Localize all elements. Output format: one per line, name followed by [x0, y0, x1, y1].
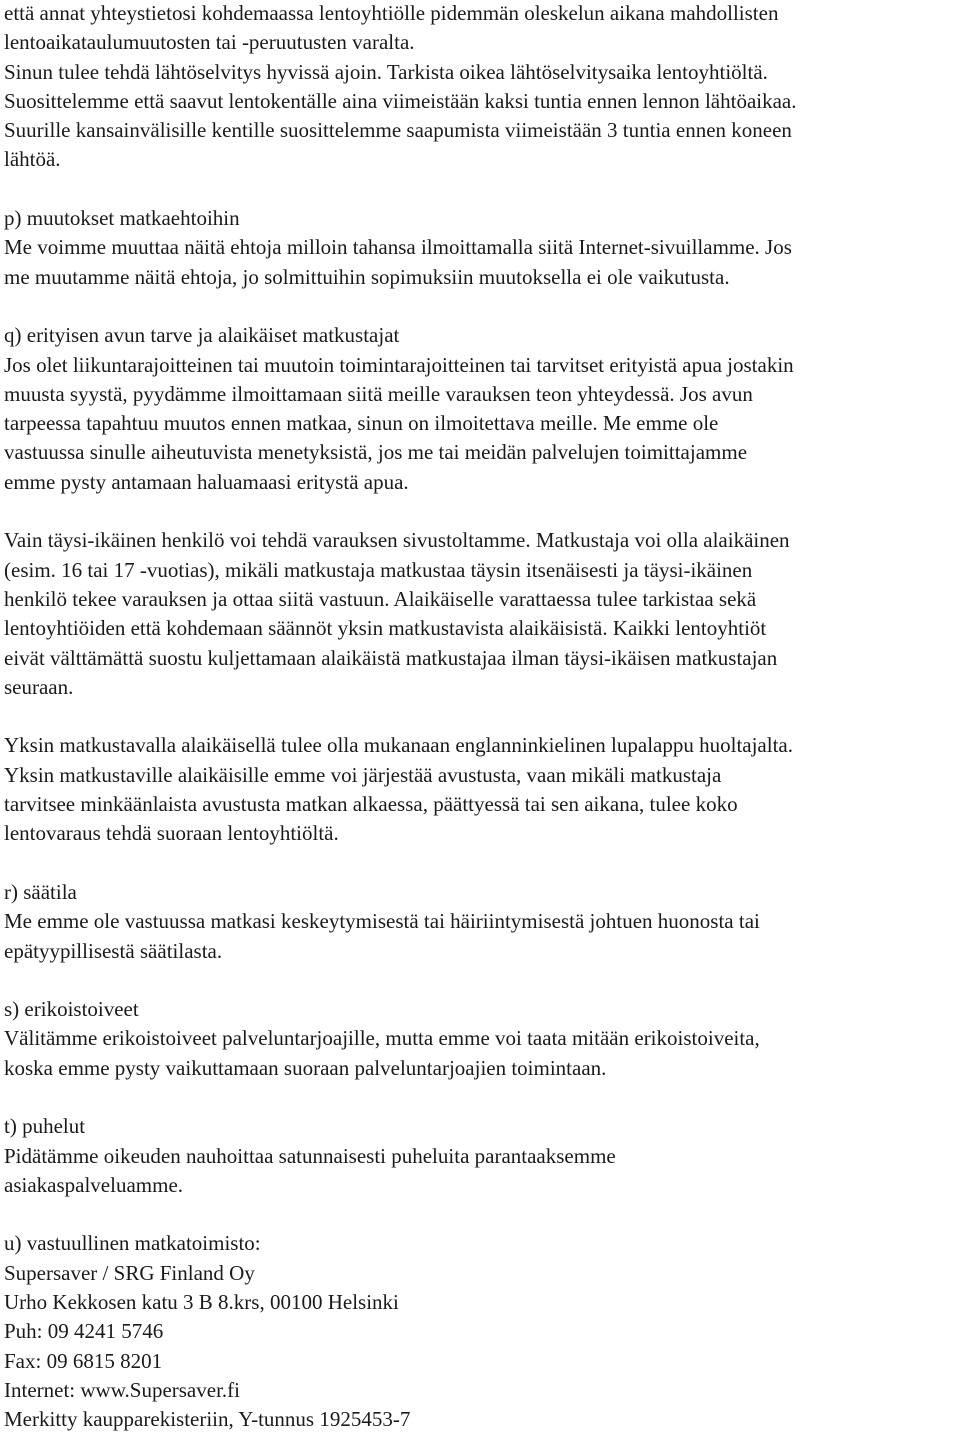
- company-fax: Fax: 09 6815 8201: [4, 1348, 163, 1373]
- unaccompanied-minors-paragraph: [4, 731, 956, 848]
- section-heading: r) säätila: [4, 879, 77, 904]
- text-line: tarvitsee minkäänlaista avustusta matkan alkaessa, päättyessä tai sen aikana, tulee koko: [4, 792, 738, 817]
- text-line: että annat yhteystietosi kohdemaassa lentoyhtiölle pidemmän oleskelun aikana mahdollisten: [4, 1, 779, 25]
- text-line: henkilö tekee varauksen ja ottaa siitä vastuun. Alaikäiselle varattaessa tulee tarkistaa sekä: [4, 586, 757, 611]
- text-line: Me emme ole vastuussa matkasi keskeytymisestä tai häiriintymisestä johtuen huonosta tai: [4, 909, 760, 934]
- section-r: [4, 878, 956, 966]
- text-line: Sinun tulee tehdä lähtöselvitys hyvissä ajoin. Tarkista oikea lähtöselvitysaika lentoyhtiöltä.: [4, 59, 768, 84]
- text-line: emme pysty antamaan haluamaasi eritystä apua.: [4, 469, 409, 494]
- text-line: asiakaspalveluamme.: [4, 1172, 184, 1197]
- text-line: lentovaraus tehdä suoraan lentoyhtiöltä.: [4, 821, 339, 846]
- section-heading: q) erityisen avun tarve ja alaikäiset matkustajat: [4, 323, 400, 348]
- text-line: lentoaikataulumuutosten tai -peruutusten varalta.: [4, 30, 415, 55]
- minors-paragraph: [4, 526, 956, 702]
- text-line: epätyypillisestä säätilasta.: [4, 938, 223, 963]
- section-q: [4, 321, 956, 497]
- company-registry: Merkitty kaupparekisteriin, Y-tunnus 1925453-7: [4, 1407, 411, 1432]
- text-line: Jos olet liikuntarajoitteinen tai muutoin toimintarajoitteinen tai tarvitset erityistä apua jostakin: [4, 352, 794, 377]
- text-line: Suurille kansainvälisille kentille suosittelemme saapumista viimeistään 3 tuntia ennen koneen: [4, 118, 792, 143]
- text-line: eivät välttämättä suostu kuljettamaan alaikäistä matkustajaa ilman täysi-ikäisen matkustajan: [4, 645, 778, 670]
- text-line: Yksin matkustaville alaikäisille emme voi järjestää avustusta, vaan mikäli matkustaja: [4, 762, 722, 787]
- text-line: Välitämme erikoistoiveet palveluntarjoajille, mutta emme voi taata mitään erikoistoiveita,: [4, 1026, 760, 1051]
- section-heading: p) muutokset matkaehtoihin: [4, 206, 240, 231]
- section-heading: s) erikoistoiveet: [4, 997, 139, 1022]
- text-line: lentoyhtiöiden että kohdemaan säännöt yksin matkustavista alaikäisistä. Kaikki lentoyhtiöt: [4, 616, 767, 641]
- text-line: Me voimme muuttaa näitä ehtoja milloin tahansa ilmoittamalla siitä Internet-sivuillamme. Jos: [4, 235, 792, 260]
- text-line: muusta syystä, pyydämme ilmoittamaan siitä meille varauksen teon yhteydessä. Jos avun: [4, 381, 753, 406]
- section-t: [4, 1112, 956, 1200]
- section-u: [4, 1229, 956, 1434]
- text-line: tarpeessa tapahtuu muutos ennen matkaa, sinun on ilmoitettava meille. Me emme ole: [4, 411, 719, 436]
- text-line: me muutamme näitä ehtoja, jo solmittuihin sopimuksiin muutoksella ei ole vaikutusta.: [4, 264, 730, 289]
- text-line: Pidätämme oikeuden nauhoittaa satunnaisesti puheluita parantaaksemme: [4, 1143, 616, 1168]
- company-name: Supersaver / SRG Finland Oy: [4, 1260, 255, 1285]
- text-line: Vain täysi-ikäinen henkilö voi tehdä varauksen sivustoltamme. Matkustaja voi olla alaikäinen: [4, 528, 790, 553]
- text-line: Suosittelemme että saavut lentokentälle aina viimeistään kaksi tuntia ennen lennon lähtöaikaa.: [4, 88, 797, 113]
- section-s: [4, 995, 956, 1083]
- text-line: koska emme pysty vaikuttamaan suoraan palveluntarjoajien toimintaan.: [4, 1055, 607, 1080]
- section-heading: u) vastuullinen matkatoimisto:: [4, 1231, 261, 1256]
- text-line: (esim. 16 tai 17 -vuotias), mikäli matkustaja matkustaa täysin itsenäisesti ja täysi-ikäinen: [4, 557, 753, 582]
- intro-paragraph: [4, 0, 956, 175]
- section-heading: t) puhelut: [4, 1114, 86, 1139]
- company-address: Urho Kekkosen katu 3 B 8.krs, 00100 Helsinki: [4, 1290, 399, 1315]
- document-page: [4, 0, 956, 1435]
- text-line: Yksin matkustavalla alaikäisellä tulee olla mukanaan englanninkielinen lupalappu huoltajalta.: [4, 733, 793, 758]
- company-website: Internet: www.Supersaver.fi: [4, 1377, 240, 1402]
- company-phone: Puh: 09 4241 5746: [4, 1319, 164, 1344]
- section-p: [4, 204, 956, 292]
- text-line: seuraan.: [4, 674, 74, 699]
- text-line: lähtöä.: [4, 147, 61, 172]
- text-line: vastuussa sinulle aiheutuvista menetyksistä, jos me tai meidän palvelujen toimittajamme: [4, 440, 748, 465]
